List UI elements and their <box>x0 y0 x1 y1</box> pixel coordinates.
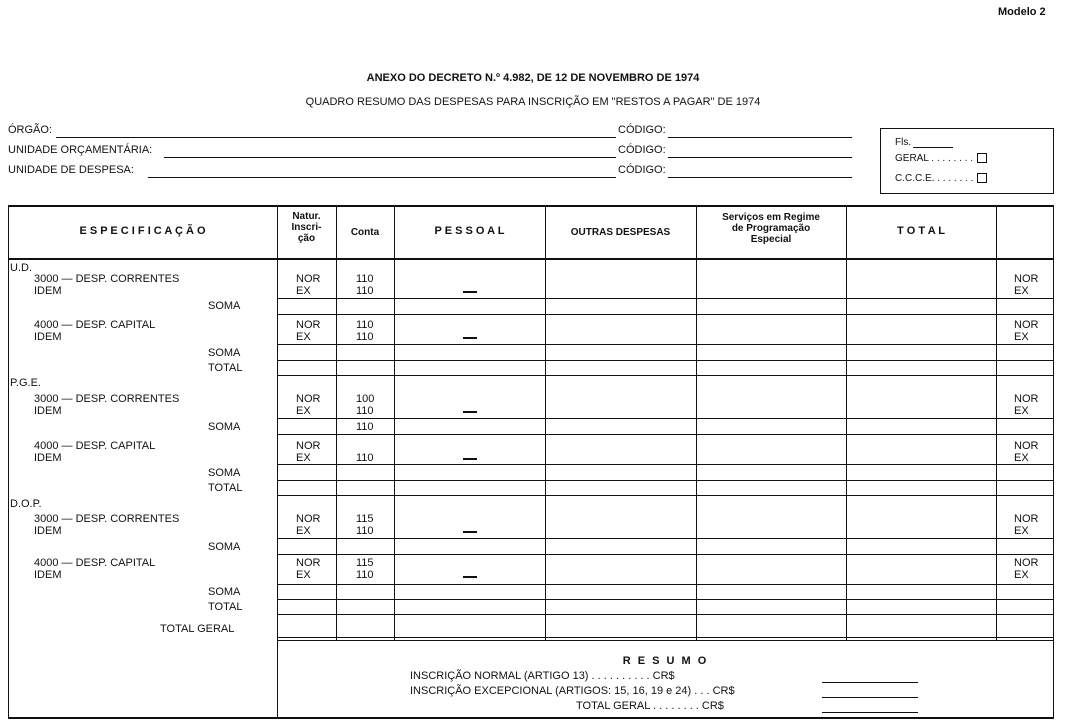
right-ex: EX <box>1014 331 1029 343</box>
row-line <box>277 538 1054 539</box>
row-line <box>277 599 1054 600</box>
dash-mark <box>463 291 477 293</box>
conta-value: 110 <box>356 452 374 464</box>
col-header-especificacao: E S P E C I F I C A Ç Ã O <box>79 225 206 237</box>
dash-mark <box>463 337 477 339</box>
dash-mark <box>463 531 477 533</box>
row-line <box>277 418 1054 419</box>
right-nor: NOR <box>1014 557 1039 569</box>
conta-value: 110 <box>356 285 374 297</box>
row-desp-capital: 4000 — DESP. CAPITAL <box>34 440 156 452</box>
modelo-label: Modelo 2 <box>998 6 1046 18</box>
row-soma: SOMA <box>208 467 241 479</box>
table-bottom-border <box>8 717 1054 719</box>
row-desp-correntes: 3000 — DESP. CORRENTES <box>34 273 180 285</box>
conta-value: 110 <box>356 421 374 433</box>
row-line <box>277 464 1054 465</box>
natur-nor: NOR <box>296 557 321 569</box>
fls-label: Fls. <box>895 137 912 148</box>
row-total: TOTAL <box>208 601 243 613</box>
natur-nor: NOR <box>296 319 321 331</box>
controle-box <box>880 128 1054 194</box>
row-line <box>277 614 1054 615</box>
dash-mark <box>463 576 477 578</box>
row-line <box>277 375 1054 376</box>
row-idem: IDEM <box>34 331 62 343</box>
row-desp-capital: 4000 — DESP. CAPITAL <box>34 319 156 331</box>
natur-ex: EX <box>296 405 311 417</box>
resumo-normal-line <box>822 682 918 683</box>
resumo-total-geral: TOTAL GERAL . . . . . . . . CR$ <box>576 700 724 712</box>
row-idem: IDEM <box>34 285 62 297</box>
row-line <box>277 480 1054 481</box>
right-ex: EX <box>1014 405 1029 417</box>
right-ex: EX <box>1014 525 1029 537</box>
row-line <box>277 584 1054 585</box>
row-line <box>277 640 1054 641</box>
conta-value: 110 <box>356 569 374 581</box>
table-top-border <box>8 205 1054 207</box>
header-divider <box>8 258 1054 260</box>
col-line-1 <box>277 205 278 719</box>
natur-nor: NOR <box>296 440 321 452</box>
col-line-4 <box>545 205 546 640</box>
row-soma: SOMA <box>208 421 241 433</box>
row-line <box>277 554 1054 555</box>
col-header-outras: OUTRAS DESPESAS <box>570 227 671 238</box>
row-soma: SOMA <box>208 586 241 598</box>
orgao-label: ÓRGÃO: <box>8 124 53 136</box>
row-total: TOTAL <box>208 362 243 374</box>
orgao-line <box>56 137 616 138</box>
row-idem: IDEM <box>34 525 62 537</box>
row-line <box>277 298 1054 299</box>
natur-ex: EX <box>296 285 311 297</box>
col-header-natur: Natur. Inscri- ção <box>291 211 322 244</box>
conta-value: 110 <box>356 319 374 331</box>
col-line-3 <box>394 205 395 640</box>
natur-ex: EX <box>296 525 311 537</box>
col-header-conta: Conta <box>350 227 380 238</box>
right-nor: NOR <box>1014 440 1039 452</box>
dash-mark <box>463 411 477 413</box>
row-line <box>277 360 1054 361</box>
row-total: TOTAL <box>208 482 243 494</box>
codigo-label-1: CÓDIGO: <box>618 124 666 136</box>
row-soma: SOMA <box>208 347 241 359</box>
conta-value: 115 <box>356 557 374 569</box>
row-line <box>277 344 1054 345</box>
resumo-total-line <box>822 712 918 713</box>
row-idem: IDEM <box>34 452 62 464</box>
row-line <box>277 314 1054 315</box>
natur-ex: EX <box>296 331 311 343</box>
row-soma: SOMA <box>208 541 241 553</box>
right-nor: NOR <box>1014 319 1039 331</box>
col-line-7 <box>996 205 997 640</box>
conta-value: 110 <box>356 405 374 417</box>
codigo-label-2: CÓDIGO: <box>618 144 666 156</box>
col-line-6 <box>846 205 847 640</box>
geral-checkbox[interactable] <box>977 153 987 163</box>
row-desp-correntes: 3000 — DESP. CORRENTES <box>34 393 180 405</box>
right-nor: NOR <box>1014 273 1039 285</box>
conta-value: 110 <box>356 273 374 285</box>
row-line <box>277 434 1054 435</box>
right-nor: NOR <box>1014 513 1039 525</box>
dash-mark <box>463 458 477 460</box>
unidade-despesa-line <box>148 177 616 178</box>
resumo-excepcional-line <box>822 697 918 698</box>
ccce-checkbox[interactable] <box>977 173 987 183</box>
row-total-geral: TOTAL GERAL <box>160 623 235 635</box>
codigo-line-1 <box>668 137 852 138</box>
page-title: ANEXO DO DECRETO N.º 4.982, DE 12 DE NOVEMBRO DE 1974 <box>366 72 700 84</box>
conta-value: 110 <box>356 331 374 343</box>
row-line <box>277 637 1054 638</box>
page-subtitle: QUADRO RESUMO DAS DESPESAS PARA INSCRIÇÃO EM "RESTOS A PAGAR" DE 1974 <box>305 96 761 108</box>
row-desp-correntes: 3000 — DESP. CORRENTES <box>34 513 180 525</box>
fls-line <box>913 147 953 148</box>
group-dop: D.O.P. <box>10 498 42 510</box>
codigo-label-3: CÓDIGO: <box>618 164 666 176</box>
geral-label: GERAL . . . . . . . . <box>895 153 987 164</box>
group-pge: P.G.E. <box>10 377 41 389</box>
ccce-label: C.C.C.E. . . . . . . . <box>895 173 987 184</box>
row-line <box>277 495 1054 496</box>
unidade-orcamentaria-label: UNIDADE ORÇAMENTÁRIA: <box>8 144 153 156</box>
resumo-normal: INSCRIÇÃO NORMAL (ARTIGO 13) . . . . . . . . . . CR$ <box>410 670 675 682</box>
unidade-despesa-label: UNIDADE DE DESPESA: <box>8 164 134 176</box>
col-header-servicos: Serviços em Regime de Programação Especial <box>722 212 820 245</box>
col-line-5 <box>696 205 697 640</box>
col-line-2 <box>336 205 337 640</box>
resumo-excepcional: INSCRIÇÃO EXCEPCIONAL (ARTIGOS: 15, 16, 19 e 24) . . . CR$ <box>410 685 735 697</box>
resumo-title: R E S U M O <box>622 655 709 667</box>
row-idem: IDEM <box>34 405 62 417</box>
codigo-line-3 <box>668 177 852 178</box>
natur-nor: NOR <box>296 513 321 525</box>
right-ex: EX <box>1014 569 1029 581</box>
natur-ex: EX <box>296 569 311 581</box>
col-header-pessoal: P E S S O A L <box>434 225 505 237</box>
right-ex: EX <box>1014 452 1029 464</box>
natur-ex: EX <box>296 452 311 464</box>
conta-value: 115 <box>356 513 374 525</box>
natur-nor: NOR <box>296 273 321 285</box>
right-ex: EX <box>1014 285 1029 297</box>
conta-value: 100 <box>356 393 375 405</box>
col-header-total: T O T A L <box>896 225 946 237</box>
group-ud: U.D. <box>10 262 32 274</box>
row-idem: IDEM <box>34 569 62 581</box>
natur-nor: NOR <box>296 393 321 405</box>
row-soma: SOMA <box>208 300 241 312</box>
unidade-orcamentaria-line <box>164 157 616 158</box>
row-desp-capital: 4000 — DESP. CAPITAL <box>34 557 156 569</box>
conta-value: 110 <box>356 525 374 537</box>
codigo-line-2 <box>668 157 852 158</box>
right-nor: NOR <box>1014 393 1039 405</box>
